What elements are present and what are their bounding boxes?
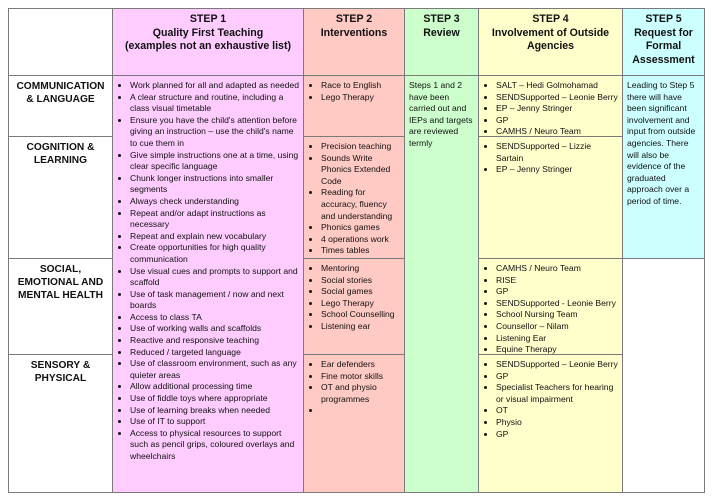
- list-item: • Use of learning breaks when needed: [130, 405, 299, 417]
- list-item: • Chunk longer instructions into smaller segments: [130, 173, 299, 196]
- list-item: • School Counselling: [321, 309, 400, 321]
- step5-title: STEP 5: [645, 13, 682, 25]
- step4-subtitle-line2: Agencies: [526, 40, 575, 52]
- row-label-communication: COMMUNICATION & LANGUAGE: [8, 75, 113, 137]
- step4-header: [478, 8, 623, 76]
- list-item: • Always check understanding: [130, 196, 299, 208]
- list-item: • Fine motor skills: [321, 371, 400, 383]
- list-item: • Access to class TA: [130, 312, 299, 324]
- list-item: • SENDSupported – Leonie Berry: [496, 359, 618, 371]
- list-item: • Reduced / targeted language: [130, 347, 299, 359]
- list-item: • RISE: [496, 275, 618, 287]
- step4-sensory-list: [479, 355, 622, 440]
- list-item: • Work planned for all and adapted as needed: [130, 80, 299, 92]
- step4-subtitle-line1: Involvement of Outside: [491, 26, 610, 39]
- step3-subtitle: Review: [423, 26, 460, 39]
- list-item: • Phonics games: [321, 222, 400, 234]
- row-label-sensory: SENSORY & PHYSICAL: [8, 354, 113, 493]
- step2-sensory-list: [304, 355, 404, 417]
- list-item: • GP: [496, 286, 618, 298]
- step1-title: STEP 1: [189, 13, 227, 25]
- list-item: • Equine Therapy: [496, 344, 618, 355]
- step2-cognition-list: [304, 137, 404, 257]
- list-item: • Ear defenders: [321, 359, 400, 371]
- step3-header: [404, 8, 479, 76]
- list-item: • GP: [496, 429, 618, 441]
- list-item: [321, 405, 400, 417]
- list-item: • Use of fiddle toys where appropriate: [130, 393, 299, 405]
- list-item: • Use visual cues and prompts to support and scaffold: [130, 266, 299, 289]
- step1-note: (examples not an exhaustive list): [124, 40, 292, 52]
- step1-subtitle: Quality First Teaching: [152, 26, 264, 39]
- list-item: • Repeat and explain new vocabulary: [130, 231, 299, 243]
- list-item: • Counsellor – Nilam: [496, 321, 618, 333]
- list-item: • 4 operations work: [321, 234, 400, 246]
- list-item: • OT and physio programmes: [321, 382, 400, 405]
- list-item: • Ensure you have the child's attention before giving an instruction – use the child's name to cue them in: [130, 115, 299, 150]
- step4-social-list: [479, 259, 622, 355]
- corner-cell: [8, 8, 113, 76]
- list-item: • Reactive and responsive teaching: [130, 335, 299, 347]
- step3-title: STEP 3: [423, 13, 460, 25]
- list-item: • GP: [496, 371, 618, 383]
- list-item: • OT: [496, 405, 618, 417]
- list-item: • A clear structure and routine, including a class visual timetable: [130, 92, 299, 115]
- list-item: • Lego Therapy: [321, 298, 400, 310]
- list-item: • School Nursing Team: [496, 309, 618, 321]
- list-item: • Mentoring: [321, 263, 400, 275]
- step5-header: [622, 8, 705, 76]
- step2-subtitle: Interventions: [320, 26, 388, 39]
- graduated-approach-table: [8, 8, 705, 493]
- list-item: • SENDSupported – Lizzie Sartain: [496, 141, 618, 164]
- list-item: • GP: [496, 115, 618, 127]
- step4-cognition-cell: [478, 136, 623, 259]
- list-item: • Social stories: [321, 275, 400, 287]
- step5-text: Leading to Step 5 there will have been significant involvement and input from outside agencies. There will also be evidence of the graduated approach over a period of time.: [627, 80, 696, 206]
- step4-communication-list: [479, 76, 622, 137]
- list-item: • Access to physical resources to support such as pencil grips, coloured overlays and wheelchairs: [130, 428, 299, 463]
- list-item: • Use of working walls and scaffolds: [130, 323, 299, 335]
- step2-header: [303, 8, 405, 76]
- step5-subtitle-line2: Formal: [645, 40, 682, 52]
- step1-list: [113, 76, 303, 463]
- step4-sensory-cell: [478, 354, 623, 493]
- step5-cell: [622, 75, 705, 259]
- step1-cell: [112, 75, 304, 493]
- step2-title: STEP 2: [335, 13, 373, 25]
- list-item: • CAMHS / Neuro Team: [496, 126, 618, 137]
- list-item: • Give simple instructions one at a time, using clear specific language: [130, 150, 299, 173]
- step4-communication-cell: [478, 75, 623, 137]
- list-item: • Use of classroom environment, such as any quieter areas: [130, 358, 299, 381]
- step3-text: Steps 1 and 2 have been carried out and IEPs and targets are reviewed termly: [409, 80, 473, 148]
- step5-empty-cell: [622, 258, 705, 493]
- list-item: • Reading for accuracy, fluency and understanding: [321, 187, 400, 222]
- list-item: • CAMHS / Neuro Team: [496, 263, 618, 275]
- list-item: • Times tables: [321, 245, 400, 257]
- list-item: • Sounds Write Phonics Extended Code: [321, 153, 400, 188]
- step2-social-list: [304, 259, 404, 333]
- list-item: • Listening Ear: [496, 333, 618, 345]
- list-item: • Precision teaching: [321, 141, 400, 153]
- list-item: • SENDSupported - Leonie Berry: [496, 298, 618, 310]
- step2-communication-list: [304, 76, 404, 103]
- row-label-cognition: COGNITION & LEARNING: [8, 136, 113, 259]
- step1-header: [112, 8, 304, 76]
- list-item: • EP – Jenny Stringer: [496, 164, 618, 176]
- step4-cognition-list: [479, 137, 622, 176]
- list-item: • Use of IT to support: [130, 416, 299, 428]
- step2-social-cell: [303, 258, 405, 355]
- step5-subtitle-line1: Request for: [634, 26, 693, 39]
- list-item: • Social games: [321, 286, 400, 298]
- list-item: • Race to English: [321, 80, 400, 92]
- step2-communication-cell: [303, 75, 405, 137]
- list-item: • SALT – Hedi Golmohamad: [496, 80, 618, 92]
- list-item: • Physio: [496, 417, 618, 429]
- step4-social-cell: [478, 258, 623, 355]
- list-item: • Lego Therapy: [321, 92, 400, 104]
- list-item: • Use of task management / now and next boards: [130, 289, 299, 312]
- step5-subtitle-line3: Assessment: [632, 53, 695, 66]
- step2-sensory-cell: [303, 354, 405, 493]
- step4-title: STEP 4: [532, 13, 569, 25]
- list-item: • Specialist Teachers for hearing or visual impairment: [496, 382, 618, 405]
- list-item: • Listening ear: [321, 321, 400, 333]
- step2-cognition-cell: [303, 136, 405, 259]
- list-item: • EP – Jenny Stringer: [496, 103, 618, 115]
- list-item: • SENDSupported – Leonie Berry: [496, 92, 618, 104]
- row-label-social: SOCIAL, EMOTIONAL AND MENTAL HEALTH: [8, 258, 113, 355]
- list-item: • Create opportunities for high quality communication: [130, 242, 299, 265]
- list-item: • Repeat and/or adapt instructions as necessary: [130, 208, 299, 231]
- step3-cell: [404, 75, 479, 493]
- list-item: • Allow additional processing time: [130, 381, 299, 393]
